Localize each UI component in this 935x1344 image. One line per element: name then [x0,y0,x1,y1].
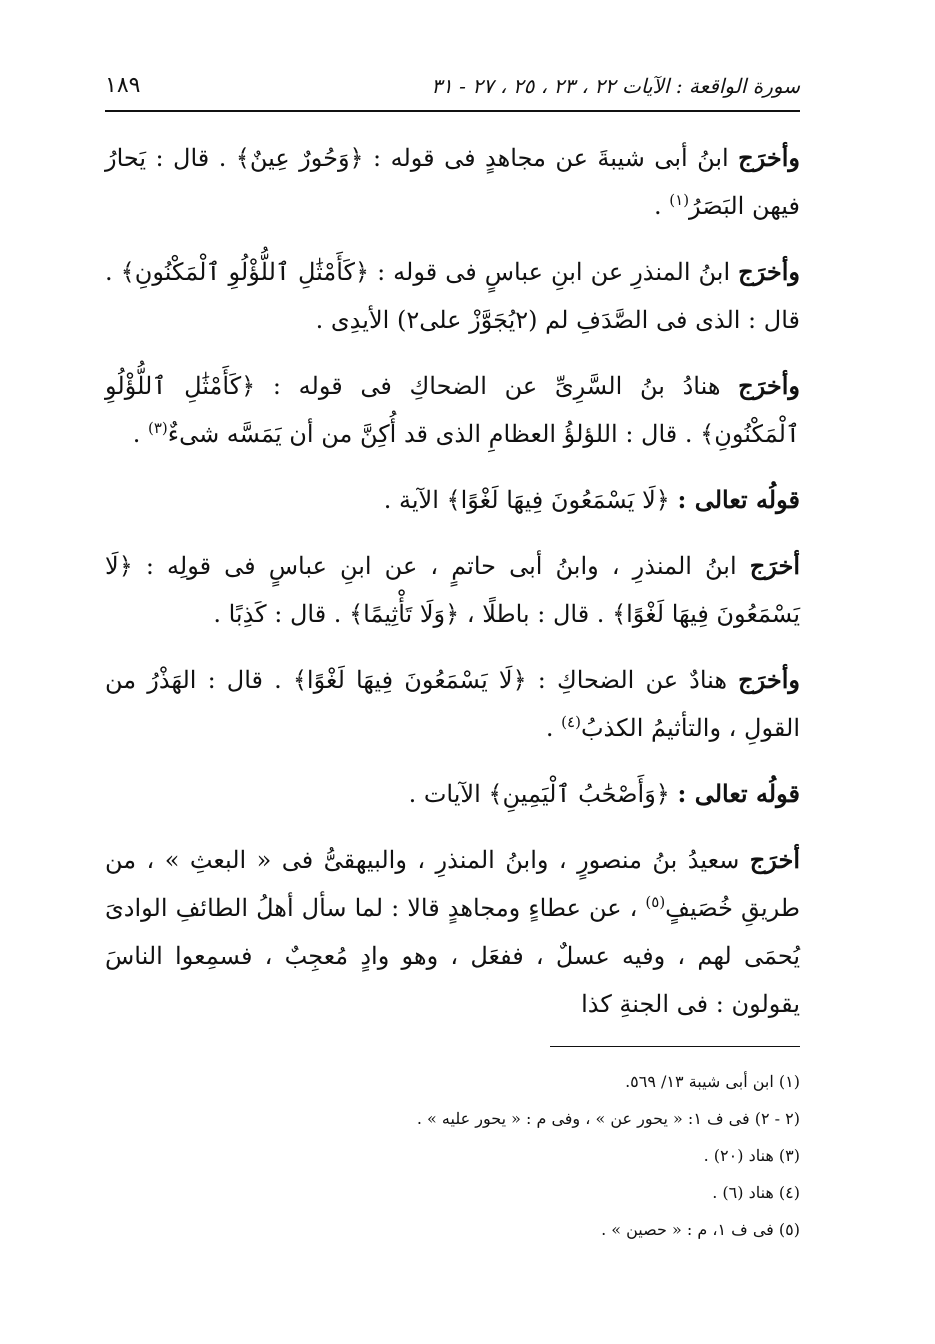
footnote-2: (٢ - ٢) فى ف ١: « يحور عن » ، وفى م : « يحور عليه » . [416,1109,800,1128]
section-heading-2 [105,770,800,818]
document-page [105,58,800,1248]
heading-lead: قولُه تعالى : [677,779,800,808]
footnote-4: (٤) هناد (٦) . [712,1183,800,1202]
paragraph-tail: . [213,600,229,628]
running-title: سورة الواقعة : الآيات ٢٢ ، ٢٣ ، ٢٥ ، ٢٧ - ٣١ [431,74,800,98]
paragraph-text: ابنُ أبى شيبةَ عن مجاهدٍ فى قوله : ﴿وَحُورٌ عِينٌ﴾ . قال : يَحارُ فيهن البَصَرُ [105,144,800,220]
paragraph-text: سعيدُ بنُ منصورٍ ، وابنُ المنذرِ ، والبيهقىُّ فى « البعثِ » ، من طريقِ خُصَيفٍ [105,846,800,922]
paragraph-6 [105,836,800,1028]
header-rule [105,110,800,112]
paragraph-2 [105,248,800,344]
paragraph-lead: وأخرَج [738,665,800,694]
paragraph-tail: . [315,306,331,334]
paragraph-3 [105,362,800,458]
footnote-ref: (٥) [645,893,666,911]
paragraph-lead: وأخرَج [738,371,800,400]
paragraph-text: ابنُ المنذرِ ، وابنُ أبى حاتمٍ ، عن ابنِ عباسٍ فى قولِه : ﴿لَا يَسْمَعُونَ فِيهَا لَغْوًا﴾ . قال : باطلًا ، ﴿وَلَا تَأْثِيمًا﴾ . قال : كَذِبًا [105,552,800,628]
heading-lead: قولُه تعالى : [677,485,800,514]
paragraph-lead: وأخرَج [738,143,800,172]
paragraph-text: هنادٌ عن الضحاكِ : ﴿لَا يَسْمَعُونَ فِيهَا لَغْوًا﴾ . قال : الهَذْرُ من القولِ ، والتأثيمُ الكذبُ [105,666,800,742]
footnote-rule [550,1046,800,1047]
footnotes [105,1063,800,1248]
paragraph-tail: ، عن عطاءٍ ومجاهدٍ قالا : لما سأل أهلُ الطائفِ الوادىَ يُحمَى لهم ، وفيه عسلٌ ، ففعَل ، وهو وادٍ مُعجِبٌ ، فسمِعوا الناسَ يقولون : فى الجنةِ كذا [105,894,800,1018]
page-number: ١٨٩ [105,73,141,98]
paragraph-lead: أخرَج [749,551,800,580]
footnote-ref: (٤) [561,713,581,731]
paragraph-5 [105,656,800,752]
paragraph-4 [105,542,800,638]
paragraph-1 [105,134,800,230]
paragraph-tail: . [654,192,670,220]
heading-text: ﴿لَا يَسْمَعُونَ فِيهَا لَغْوًا﴾ الآية . [383,486,678,514]
paragraph-text: ابنُ المنذرِ عن ابنِ عباسٍ فى قوله : ﴿كَأَمْثَٰلِ ٱللُّؤْلُوِ ٱلْمَكْنُونِ﴾ . قال : الذى فى الصَّدَفِ لم (٢يُجَوَّزْ على٢) الأيدِى [105,258,800,334]
footnote-ref: (١) [669,191,690,209]
footnote-1: (١) ابن أبى شيبة ١٣/ ٥٦٩. [625,1072,800,1091]
paragraph-lead: أخرَج [749,845,800,874]
paragraph-text: هنادُ بنُ السَّرِىِّ عن الضحاكِ فى قوله : ﴿كَأَمْثَٰلِ ٱللُّؤْلُوِ ٱلْمَكْنُونِ﴾ . قال : اللؤلؤُ العظامِ الذى قد أُكِنَّ من أن يَمَسَّه شىءٌ [105,372,800,448]
footnote-ref: (٣) [148,419,168,437]
paragraph-tail: . [545,714,562,742]
footnote-3: (٣) هناد (٢٠) . [703,1146,800,1165]
page-header [105,58,800,98]
heading-text: ﴿وَأَصْحَٰبُ ٱلْيَمِينِ﴾ الآيات . [408,780,678,808]
section-heading-1 [105,476,800,524]
footnote-5: (٥) فى ف ١، م : « حصين » . [601,1220,800,1239]
paragraph-tail: . [132,420,148,448]
paragraph-lead: وأخرَج [738,257,800,286]
